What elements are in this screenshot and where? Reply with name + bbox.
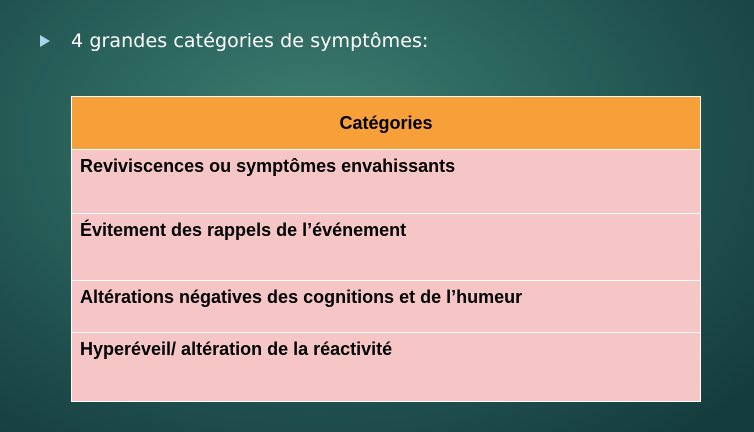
table-row: Évitement des rappels de l’événement	[72, 214, 700, 281]
table-row: Hyperéveil/ altération de la réactivité	[72, 333, 700, 401]
slide-bullet	[40, 30, 428, 52]
table-header: Catégories	[72, 97, 700, 150]
bullet-text: 4 grandes catégories de symptômes:	[71, 30, 429, 52]
table-row: Altérations négatives des cognitions et de l’humeur	[72, 281, 700, 333]
categories-table	[71, 96, 701, 402]
triangle-bullet-icon	[40, 35, 50, 47]
table-row: Reviviscences ou symptômes envahissants	[72, 150, 700, 214]
